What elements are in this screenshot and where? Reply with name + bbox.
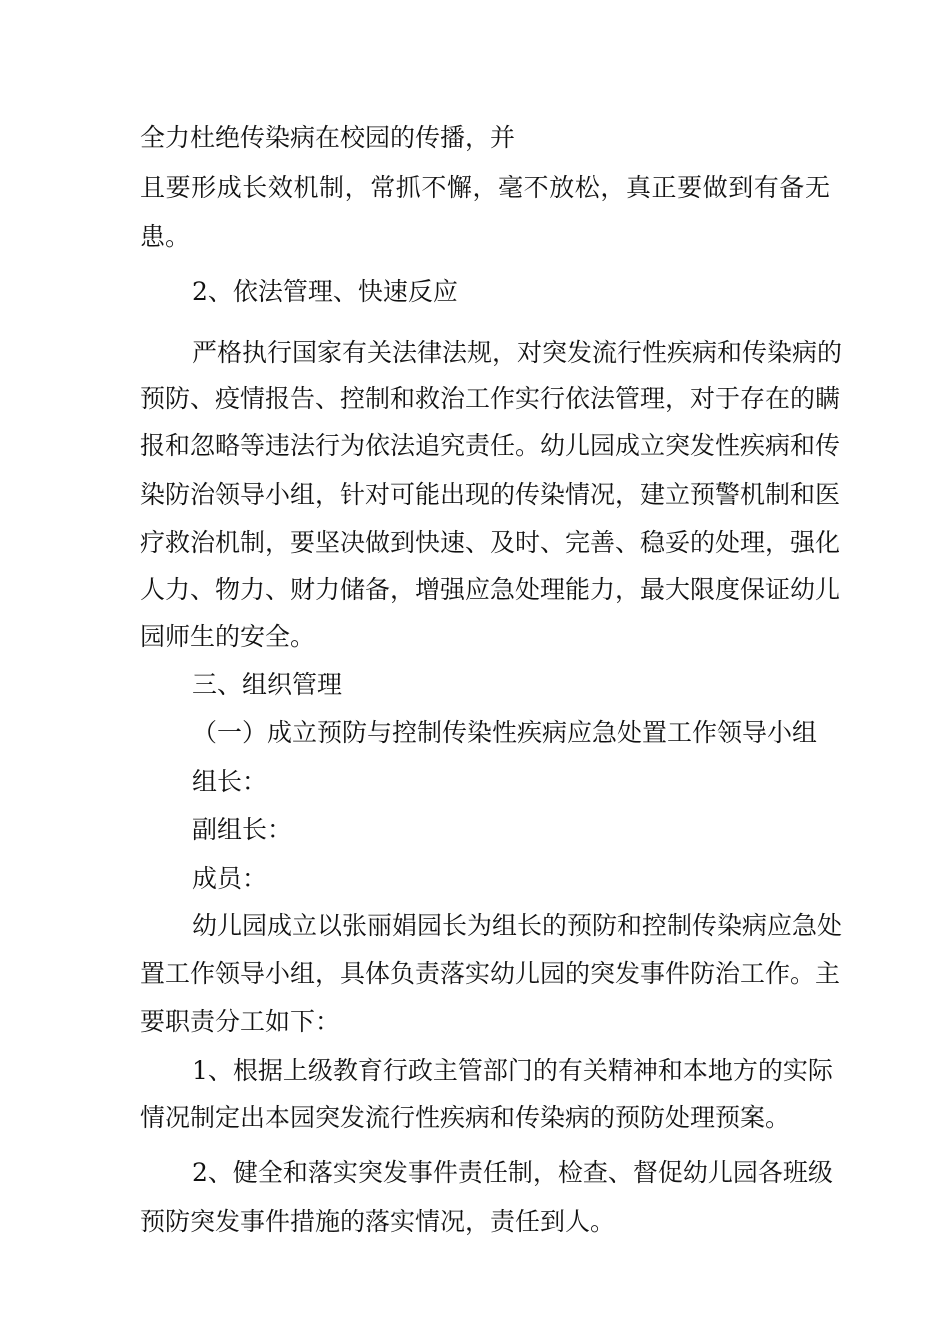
text-line: 报和忽略等违法行为依法追究责任。幼儿园成立突发性疾病和传: [140, 431, 841, 460]
text-line: 置工作领导小组，具体负责落实幼儿园的突发事件防治工作。主: [140, 959, 841, 988]
field-leader: 组长：: [192, 767, 268, 796]
text-line: 情况制定出本园突发流行性疾病和传染病的预防处理预案。: [140, 1103, 791, 1132]
text-line: 要职责分工如下：: [140, 1007, 341, 1036]
text-line: 染防治领导小组，针对可能出现的传染情况，建立预警机制和医: [140, 480, 841, 509]
field-deputy-leader: 副组长：: [192, 815, 293, 844]
text-line: 患。: [140, 222, 191, 251]
text-line: 园师生的安全。: [140, 622, 316, 651]
text-line: 幼儿园成立以张丽娟园长为组长的预防和控制传染病应急处: [192, 911, 843, 940]
section-heading: 2、依法管理、快速反应: [192, 277, 458, 306]
subsection-heading: （一）成立预防与控制传染性疾病应急处置工作领导小组: [192, 718, 818, 747]
text-line: 2、健全和落实突发事件责任制，检查、督促幼儿园各班级: [192, 1158, 833, 1187]
section-heading: 三、组织管理: [192, 670, 343, 699]
text-line: 疗救治机制，要坚决做到快速、及时、完善、稳妥的处理，强化: [140, 528, 841, 557]
text-line: 全力杜绝传染病在校园的传播，并: [140, 123, 516, 152]
text-line: 严格执行国家有关法律法规，对突发流行性疾病和传染病的: [192, 338, 843, 367]
text-line: 预防、疫情报告、控制和救治工作实行依法管理，对于存在的瞒: [140, 384, 841, 413]
text-line: 人力、物力、财力储备，增强应急处理能力，最大限度保证幼儿: [140, 575, 841, 604]
text-line: 且要形成长效机制，常抓不懈，毫不放松，真正要做到有备无: [140, 173, 830, 202]
field-members: 成员：: [192, 864, 268, 893]
text-line: 预防突发事件措施的落实情况，责任到人。: [140, 1207, 616, 1236]
text-line: 1、根据上级教育行政主管部门的有关精神和本地方的实际: [192, 1056, 833, 1085]
